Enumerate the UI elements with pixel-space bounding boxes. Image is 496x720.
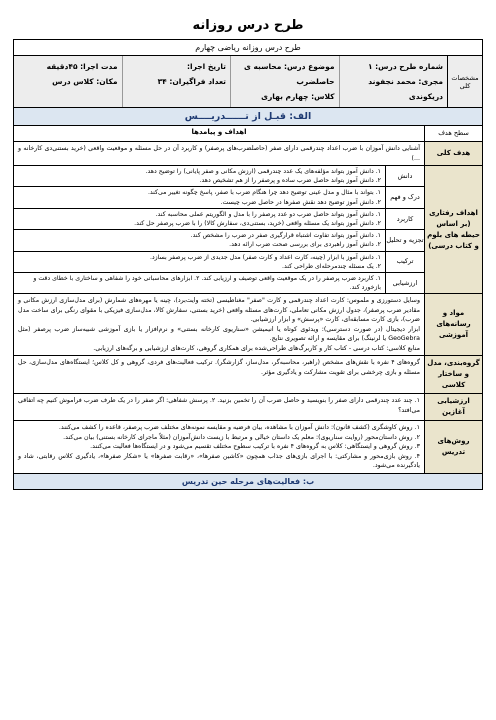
bloom-level-name: کاربرد (385, 209, 424, 229)
materials-paragraph: منابع کلاسی: کتاب درسی - کتاب کار و کاربرگ‌های طراحی‌شده برای همکاری گروهی، کارت‌های ارزشیابی و برگه‌های ارزیابی. (93, 344, 420, 352)
bloom-level-name: دانش (385, 166, 424, 186)
bloom-level-evaluation (14, 273, 424, 293)
method-paragraph: ۲. روش داستان‌محور (روایت سناریوی): معلم یک داستان خیالی و مرتبط با زیست دانش‌آموزان (مثلاً ماجرای کارخانه بستنی) بیان می‌کند. (63, 433, 420, 441)
goal-item: ۱. دانش آموز بتواند حاصل ضرب دو عدد پرصفر را با مدل و الگوریتم عملی محاسبه کند. (155, 210, 381, 218)
materials-content (14, 294, 424, 355)
location: مکان: کلاس درس (52, 77, 118, 86)
bloom-level-synthesis (14, 252, 424, 273)
goal-item: ۲. دانش آموز بتواند حاصل ضرب ساده و پرصفر را از هم تشخیص دهد. (199, 177, 381, 185)
bloom-level-analysis (14, 230, 424, 251)
method-paragraph: ۱. روش کاوشگری (کشف قانون): دانش آموزان با مشاهده، بیان فرضیه و مقایسه نمونه‌های مختلف ضرب پرصفر، قاعده را کشف می‌کنند. (58, 424, 420, 432)
goal-item: ۲. دانش آموز توضیح دهد نقش صفرها در حاصل ضرب چیست. (220, 198, 381, 206)
class-name: کلاس: چهارم بهاری (261, 92, 335, 101)
methods-label: روش‌های تدریس (424, 421, 482, 473)
grouping-row (14, 356, 482, 394)
goal-item: ۲. دانش آموز راهبردی برای بررسی صحت ضرب ارائه دهد. (229, 241, 381, 249)
bloom-level-comprehension (14, 187, 424, 208)
bloom-level-name: تجزیه و تحلیل (385, 230, 424, 250)
materials-label: مواد و رسانه‌های آموزشی (424, 294, 482, 355)
general-info-row (14, 56, 482, 108)
general-goal-text: آشنایی دانش آموزان با ضرب اعداد چندرقمی دارای صفر (حاصلضرب‌های پرصفر) و کاربرد آن در حل مسئله و موقعیت واقعی (خرید بستنی‌دی کارخانه و ...) (18, 145, 420, 162)
materials-row (14, 294, 482, 356)
materials-paragraph: ابزار دیجیتال (در صورت دسترسی): ویدئوی کوتاه یا انیمیشن «سناریوی کارخانه بستنی» و نرم‌افزار یا بازی آموزشی شبیه‌ساز ضرب پرصفر (مثل GeoGebra یا لرنینگ) برای مقایسه و ارائه تصویری نتایج. (18, 325, 420, 343)
info-column (14, 56, 122, 107)
bloom-level-name: درک و فهم (385, 187, 424, 207)
page-title: طرح درس روزانه (192, 18, 304, 33)
section-b-heading: ب: فعالیت‌های مرحله حین تدریس (14, 474, 482, 489)
general-info-label: مشخصات کلی (447, 56, 482, 107)
lesson-topic: موضوع درس: محاسبه ی حاصلضرب (244, 62, 335, 86)
teacher-name: مجری: محمد نجفوند دریکوندی (368, 77, 443, 101)
goal-item: ۱. کاربرد ضرب پرصفر را در یک موقعیت واقعی توصیف و ارزیابی کند. ۲. ابزارهای محاسباتی خود را شفاهی و ساختاری با خطای دقت و بازخورد کند. (33, 275, 381, 292)
bloom-level-application (14, 209, 424, 230)
goal-item: ۲. دانش آموز بتواند یک مسئله واقعی (خرید، بستنی‌دی، سفارش کالا) را با ضرب پرصفر حل کند. (134, 220, 381, 228)
goal-item: ۱. دانش آموز بتواند مؤلفه‌های یک عدد چندرقمی (ارزش مکانی و صفر پایانی) را توضیح دهد. (145, 168, 381, 175)
goal-level-header: سطح هدف (424, 126, 482, 141)
info-column (339, 56, 448, 107)
run-date: تاریخ اجرا: (187, 62, 226, 71)
goal-item: ۱. دانش آموز با ابزار (چینه، کارت اعداد و کارت صفر) مدل جدیدی از ضرب پرصفر بسازد. (149, 253, 381, 261)
bloom-level-name: ترکیب (385, 252, 424, 272)
goal-item: ۱. بتواند با مثال و مدل عینی توضیح دهد چرا هنگام ضرب با صفر، پاسخ چگونه تغییر می‌کند. (147, 189, 381, 197)
goal-item: ۲. یک مسئله چندمرحله‌ای طراحی کند. (282, 262, 381, 270)
info-column (122, 56, 231, 107)
methods-content (14, 421, 424, 473)
bloom-level-knowledge (14, 166, 424, 187)
grouping-text: گروه‌های ۴ نفره با نقش‌های مشخص (راهبر، محاسبه‌گر، مدل‌ساز، گزارشگر). ترکیب فعالیت‌های فردی، گروهی و کل کلاس؛ ایستگاه‌های مدل‌سازی، حل مسئله و بازی چرخشی برای تقویت مشارکت و یادگیری مؤثر. (18, 359, 420, 376)
info-column (230, 56, 339, 107)
grouping-label: گروه‌بندی، مدل و ساختار کلاسی (424, 356, 482, 393)
lesson-number: شماره طرح درس: ۱ (367, 62, 443, 71)
lesson-plan-page (13, 18, 483, 490)
general-goal-row (14, 142, 482, 166)
section-a-heading: الف: قبـل از تــــــدریــــس (14, 108, 482, 126)
behavioral-goals-label: اهداف رفتاری (بر اساس حیطه های بلوم و کتاب درسی) (424, 166, 482, 293)
materials-paragraph: وسایل دستورزی و ملموس: کارت اعداد چندرقمی و کارت "صفر" مغناطیسی (تخته وایت‌برد)، چینه یا مهره‌های شمارش (برای مدل‌سازی ارزش مکانی و مقادیر ضرب پرصفر)، جدول ارزش مکانی تعاملی، کارت‌های مسئله واقعی (خرید بستنی، سفارش کالا، مدل‌سازی فیزیکی با مقوای رنگی برای ساخت مدل ضرب)، بازی کارت مسابقه‌ای، کارت «پرسش» و ابزار ارزشیابی. (18, 297, 420, 324)
page-subtitle: طرح درس روزانه ریاضی چهارم (14, 40, 482, 56)
lesson-plan-table (13, 39, 483, 490)
goal-item: ۱. دانش آموز بتواند تفاوت اشتباه قرارگیری صفر در ضرب را مشخص کند. (190, 232, 381, 240)
goals-header: اهداف و پیامدها (191, 128, 247, 136)
table-header-row (14, 126, 482, 142)
student-count: تعداد فراگیران: ۳۴ (157, 77, 226, 86)
behavioral-goals-row (14, 166, 482, 294)
initial-eval-text: ۱. چند عدد چندرقمی دارای صفر را بنویسید و حاصل ضرب آن را تخمین بزنید. ۲. پرسش شفاهی: اگر صفر را در یک طرف ضرب فراموش کنیم چه اتفاقی می‌افتد؟ (18, 397, 420, 414)
bloom-level-name: ارزشیابی (385, 273, 424, 293)
bloom-levels (14, 166, 424, 293)
general-goal-label: هدف کلی (424, 142, 482, 165)
method-paragraph: ۴. روش بازی‌محور و مشارکتی: با اجرای بازی‌های جذاب همچون «کاشین صفرها»، «رقابت صفرها» یا «شکار صفرها»، یادگیری کلاس رقابتی، شاد و یادگیرنده می‌شود. (18, 452, 420, 470)
duration: مدت اجرا: ۴۵دقیقه (46, 62, 118, 71)
method-paragraph: ۳. روش گروهی و ایستگاهی: کلاس به گروه‌های ۴ نفره با ترکیب سطوح مختلف تقسیم می‌شود و در ایستگاه‌ها فعالیت می‌کنند. (90, 443, 420, 451)
initial-eval-row (14, 394, 482, 421)
initial-eval-label: ارزشیابی آغازین (424, 394, 482, 420)
methods-row (14, 421, 482, 474)
